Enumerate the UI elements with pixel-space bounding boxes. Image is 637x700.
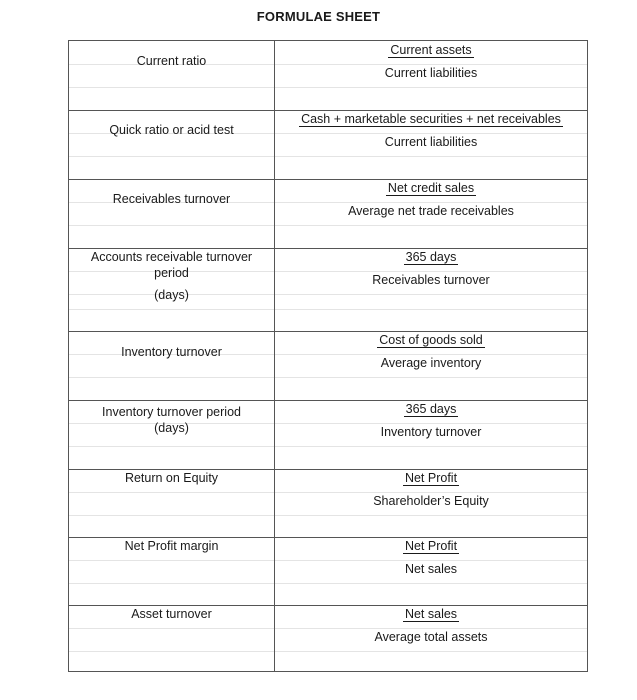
formula-denominator: Current liabilities: [384, 135, 478, 149]
formula-numerator: 365 days: [405, 402, 457, 416]
table-row: [69, 470, 587, 538]
ratio-name: Return on Equity: [124, 471, 219, 485]
formula-denominator: Net sales: [404, 562, 458, 576]
formula-denominator: Receivables turnover: [372, 273, 490, 287]
column-divider: [274, 41, 275, 671]
ratio-name: Asset turnover: [131, 607, 212, 621]
formula-denominator: Average total assets: [374, 630, 488, 644]
table-row: [69, 606, 587, 671]
formula-numerator: Net Profit: [404, 471, 458, 485]
table-row: [69, 538, 587, 606]
ratio-name: Quick ratio or acid test: [109, 123, 234, 137]
formula-numerator: Net Profit: [404, 539, 458, 553]
formula-numerator: Cash + marketable securities + net receivables: [301, 112, 561, 126]
formula-denominator: Current liabilities: [384, 66, 478, 80]
ratio-name: Inventory turnover period (days): [102, 405, 241, 435]
formula-numerator: Net credit sales: [387, 181, 475, 195]
table-row: [69, 41, 587, 111]
ratio-name: Current ratio: [136, 54, 207, 68]
table-row: [69, 180, 587, 249]
table-row: [69, 111, 587, 180]
formula-denominator: Shareholder’s Equity: [373, 494, 489, 508]
ratio-name: Inventory turnover: [121, 345, 222, 359]
formula-denominator: Average inventory: [380, 356, 482, 370]
table-row: [69, 249, 587, 332]
formula-numerator: Net sales: [404, 607, 458, 621]
table-row: [69, 332, 587, 401]
ratio-name: Accounts receivable turnover period (days): [90, 250, 253, 302]
ratio-name: Receivables turnover: [112, 192, 231, 206]
formula-numerator: Current assets: [390, 43, 472, 57]
formulae-table: [68, 40, 588, 672]
formula-denominator: Inventory turnover: [380, 425, 482, 439]
formula-numerator: Cost of goods sold: [379, 333, 483, 347]
table-row: [69, 401, 587, 470]
ratio-name: Net Profit margin: [124, 539, 219, 553]
formula-denominator: Average net trade receivables: [348, 204, 514, 218]
sheet-title: FORMULAE SHEET: [256, 9, 381, 24]
formula-numerator: 365 days: [405, 250, 457, 264]
